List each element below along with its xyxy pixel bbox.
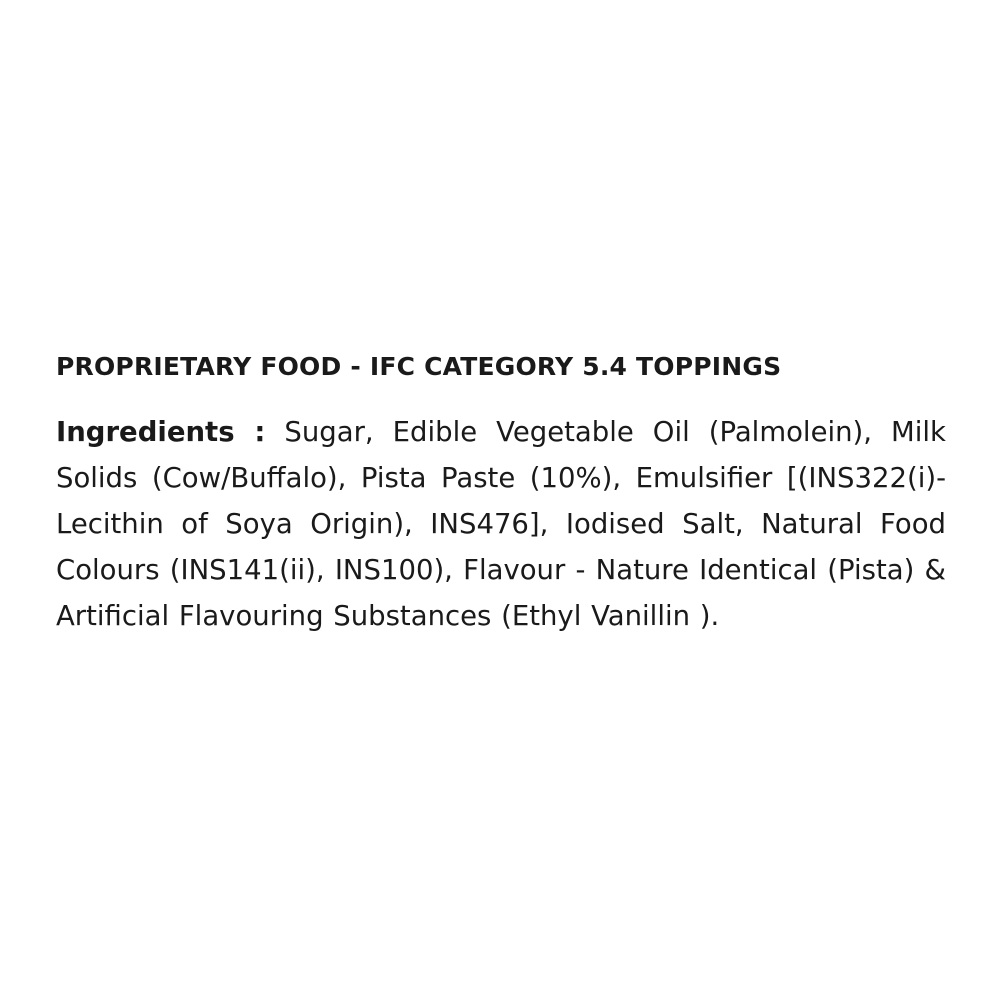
ingredients-list-text: Sugar, Edible Vegetable Oil (Palmolein), Milk Solids (Cow/Buffalo), Pista Paste (10%), Emulsifier [(INS322(i)-Lecithin of Soya Origin), INS476], Iodised Salt, Natural Food Colours (INS141(ii), INS100), Flavour - Nature Identical (Pista) & Artificial Flavouring Substances (Ethyl Vanillin ).	[56, 415, 946, 633]
ingredients-heading: Ingredients :	[56, 415, 266, 448]
product-label-panel	[56, 352, 946, 667]
ingredients-paragraph	[56, 409, 946, 640]
food-category-line: PROPRIETARY FOOD - IFC CATEGORY 5.4 TOPPINGS	[56, 352, 782, 381]
